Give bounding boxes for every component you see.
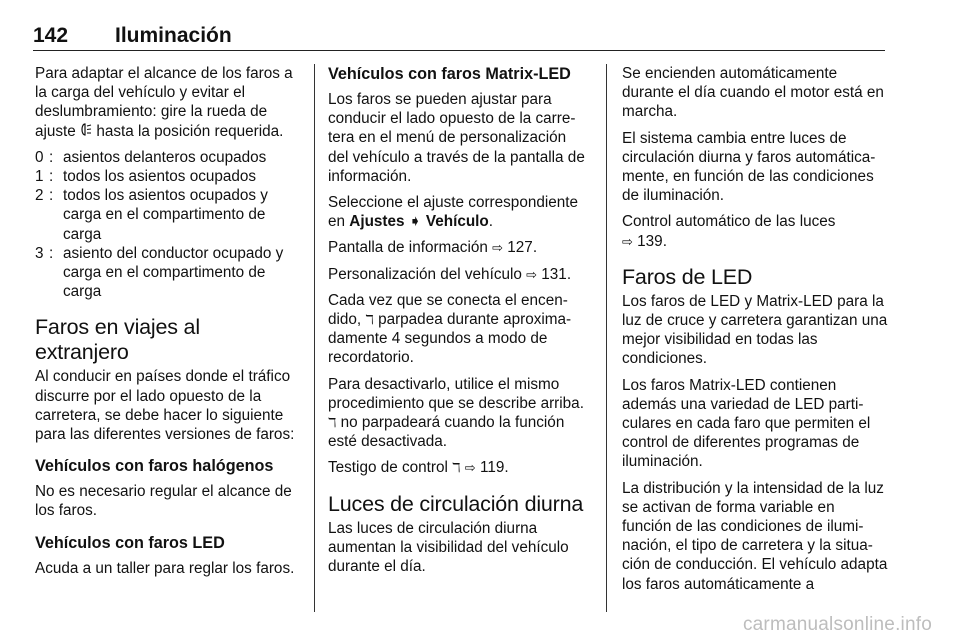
headlight-range-icon <box>80 122 92 141</box>
arrow-ref-icon: ⇨ <box>622 233 633 249</box>
headlight-warning-icon: ℸ <box>365 312 374 328</box>
load-list <box>35 148 299 302</box>
arrow-ref-icon: ⇨ <box>492 240 504 256</box>
arrow-ref-icon: ⇨ <box>464 460 476 476</box>
paragraph: Para desactivarlo, utilice el mismo procedimiento que se describe arriba. ℸ no parpadeará cuando la función esté desactivada. <box>328 375 584 451</box>
list-item: 0 : asientos delanteros ocupados <box>35 148 267 166</box>
cross-reference: Testigo de control ℸ ⇨ 119. <box>328 459 509 477</box>
list-item: 1 : todos los asientos ocupados <box>35 168 257 186</box>
arrow-ref-icon: ⇨ <box>526 266 538 282</box>
section-heading: Luces de circulación diurna <box>328 491 584 516</box>
paragraph: Al conducir en países donde el tráfico discurre por el lado opuesto de la carretera, se debe hacer lo siguiente para las diferentes versiones de faros: <box>35 368 295 444</box>
page-header <box>33 20 885 51</box>
column-3 <box>622 64 888 601</box>
headlight-warning-icon: ℸ <box>452 460 461 476</box>
paragraph: Seleccione el ajuste correspondiente en Ajustes ➧ Vehículo. <box>328 194 579 231</box>
paragraph: Los faros se pueden ajustar para conducir el lado opuesto de la carretera en el menú de personalización del vehículo a través de la pantalla de información. <box>328 91 585 185</box>
subsection-heading: Vehículos con faros halógenos <box>35 457 274 476</box>
paragraph: Se encienden automáticamente durante el día cuando el motor está en marcha. <box>622 65 884 121</box>
menu-arrow-icon: ➧ <box>408 213 422 231</box>
column-1 <box>35 64 299 585</box>
paragraph: Acuda a un taller para reglar los faros. <box>35 559 295 577</box>
paragraph: Los faros de LED y Matrix-LED para la luz de cruce y carretera garantizan una mejor visibilidad en todas las condiciones. <box>622 292 888 368</box>
menu-vehicle: Vehículo <box>425 213 489 231</box>
headlight-warning-icon: ℸ <box>328 415 337 431</box>
subsection-heading: Vehículos con faros LED <box>35 533 225 552</box>
menu-settings: Ajustes <box>349 213 405 231</box>
column-divider <box>314 64 315 612</box>
paragraph: Los faros Matrix-LED contienen además una variedad de LED particulares en cada faro que permiten el control de diferentes programas de iluminación. <box>622 376 871 471</box>
column-divider <box>606 64 607 612</box>
subsection-heading: Vehículos con faros Matrix-LED <box>328 65 571 83</box>
watermark: carmanualsonline.info <box>742 614 932 635</box>
list-item: 3 : asiento del conductor ocupado y carga en el compartimento de carga <box>35 244 284 301</box>
column-2 <box>328 64 590 583</box>
paragraph: No es necesario regular el alcance de los faros. <box>35 483 292 520</box>
paragraph: La distribución y la intensidad de la luz se activan de forma variable en función de las condiciones de iluminación, el tipo de carretera y la situación de conducción. El vehículo adapta los faros automáticamente a <box>622 479 888 593</box>
section-heading: Faros en viajes al extranjero <box>35 315 200 365</box>
cross-reference: Control automático de las luces ⇨ 139. <box>622 213 836 250</box>
paragraph: El sistema cambia entre luces de circulación diurna y faros automáticamente, en función de las condiciones de iluminación. <box>622 129 876 205</box>
paragraph: Para adaptar el alcance de los faros a la carga del vehículo y evitar el deslumbramiento: gire la rueda de ajuste hasta la posición requerida. <box>35 65 293 140</box>
section-heading: Faros de LED <box>622 264 753 289</box>
list-item: 2 : todos los asientos ocupados y carga en el compartimento de carga <box>35 187 268 243</box>
paragraph: Cada vez que se conecta el encendido, ℸ parpadea durante aproximadamente 4 segundos a modo de recordatorio. <box>328 291 572 367</box>
cross-reference: Personalización del vehículo ⇨ 131. <box>328 265 572 283</box>
page-number: 142 <box>33 24 69 47</box>
cross-reference: Pantalla de información ⇨ 127. <box>328 239 538 257</box>
chapter-title: Iluminación <box>115 24 232 47</box>
paragraph: Las luces de circulación diurna aumentan la visibilidad del vehículo durante el día. <box>328 519 569 576</box>
